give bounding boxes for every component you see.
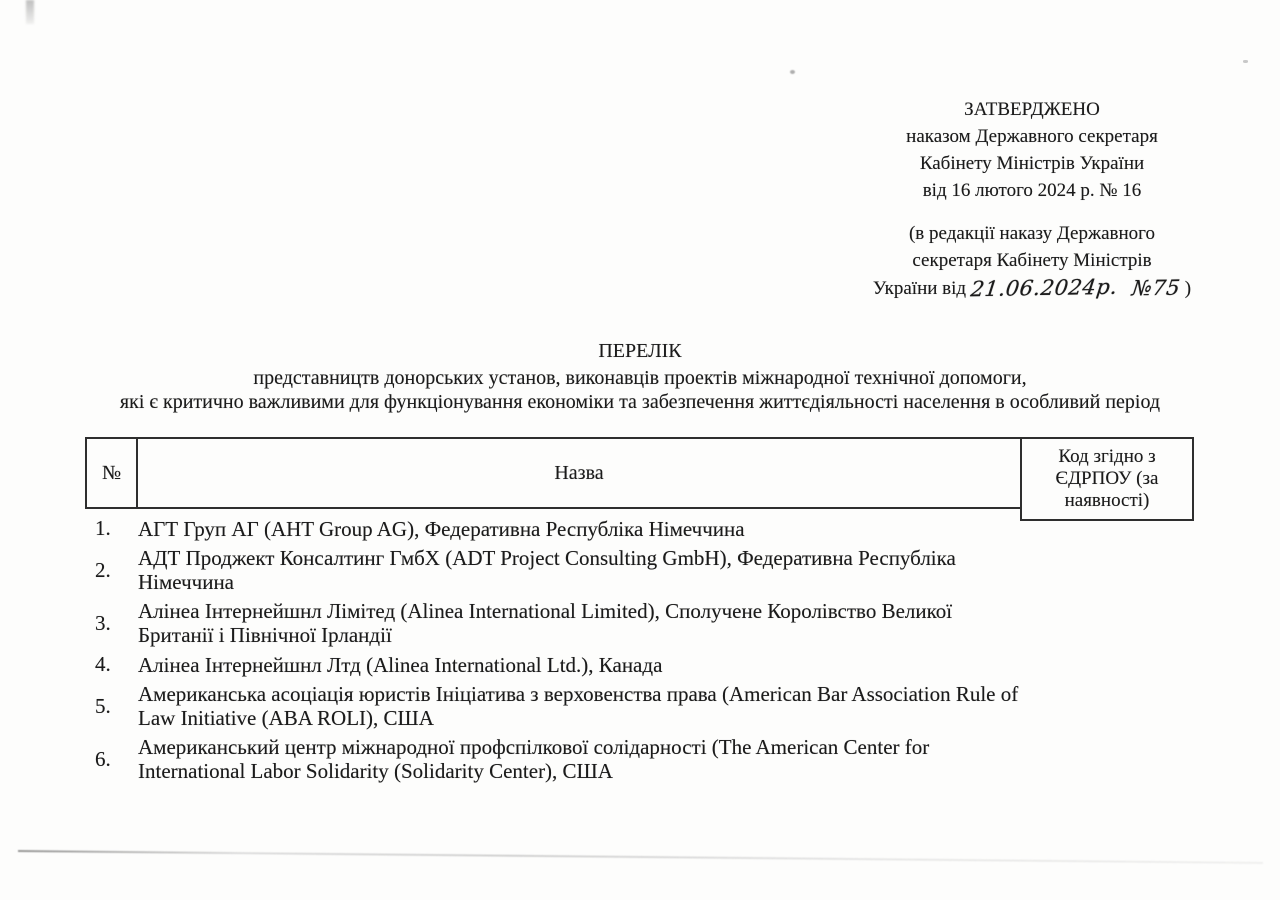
table-header-number: № <box>85 437 138 509</box>
table-body <box>85 516 1205 788</box>
row-name: Алінеа Інтернейшнл Лтд (Alinea International Ltd.), Канада <box>138 652 663 677</box>
table-row <box>85 682 1205 730</box>
row-name: Американська асоціація юристів Ініціатива з верховенства права (American Bar Association Rule of Law Initiative (ABA ROLI), США <box>138 682 1019 730</box>
scan-speck-right-edge <box>1243 60 1248 63</box>
table-row <box>85 516 1205 541</box>
row-name: АГТ Груп АГ (AHT Group AG), Федеративна Республіка Німеччина <box>138 516 745 541</box>
row-number: 6. <box>95 746 111 771</box>
table-row <box>85 599 1205 647</box>
table-row <box>85 735 1205 783</box>
scan-line-bottom <box>18 850 1263 864</box>
revision-line-3 <box>872 274 1192 302</box>
table-header-code: Код згідно з ЄДРПОУ (за наявності) <box>1020 437 1194 521</box>
row-number: 1. <box>95 516 111 540</box>
approval-line-order: наказом Державного секретаря <box>906 126 1158 147</box>
revision-line-1: (в редакції наказу Державного <box>908 223 1156 244</box>
approval-line-date: від 16 лютого 2024 р. № 16 <box>922 180 1142 201</box>
row-number: 2. <box>95 557 111 582</box>
document-title <box>0 339 1280 414</box>
revision-line-2: секретаря Кабінету Міністрів <box>912 250 1152 271</box>
row-number: 5. <box>95 693 111 718</box>
row-name: Американський центр міжнародної профспілкової солідарності (The American Center for International Labor Solidarity (Solidarity Center), США <box>138 735 930 783</box>
title-line-3: які є критично важливими для функціонування економіки та забезпечення життєдіяльності населення в особливий період <box>119 391 1161 413</box>
row-number: 4. <box>95 652 111 676</box>
table-header-name: Назва <box>136 437 1022 509</box>
table-row <box>85 546 1205 594</box>
row-number: 3. <box>95 610 111 635</box>
revision-line-3-printed: України від <box>872 278 967 299</box>
row-name: Алінеа Інтернейшнл Лімітед (Alinea International Limited), Сполучене Королівство Великої Британії і Північної Ірландії <box>138 599 953 647</box>
handwritten-date: 21.06.2024р. <box>969 274 1119 302</box>
table-row <box>85 652 1205 677</box>
title-word: ПЕРЕЛІК <box>598 340 682 362</box>
scan-smudge-top-left <box>26 0 34 24</box>
approval-block <box>872 96 1192 302</box>
row-name: АДТ Проджект Консалтинг ГмбХ (ADT Project Consulting GmbH), Федеративна Республіка Німеччина <box>138 546 956 594</box>
title-line-2: представництв донорських установ, виконавців проектів міжнародної технічної допомоги, <box>253 367 1027 389</box>
scan-speck-top-center <box>790 70 795 74</box>
revision-closing-paren: ) <box>1184 278 1192 299</box>
approval-line-approved: ЗАТВЕРДЖЕНО <box>964 99 1100 120</box>
handwritten-number: №75 <box>1130 275 1182 301</box>
approval-line-cabinet: Кабінету Міністрів України <box>919 153 1145 174</box>
